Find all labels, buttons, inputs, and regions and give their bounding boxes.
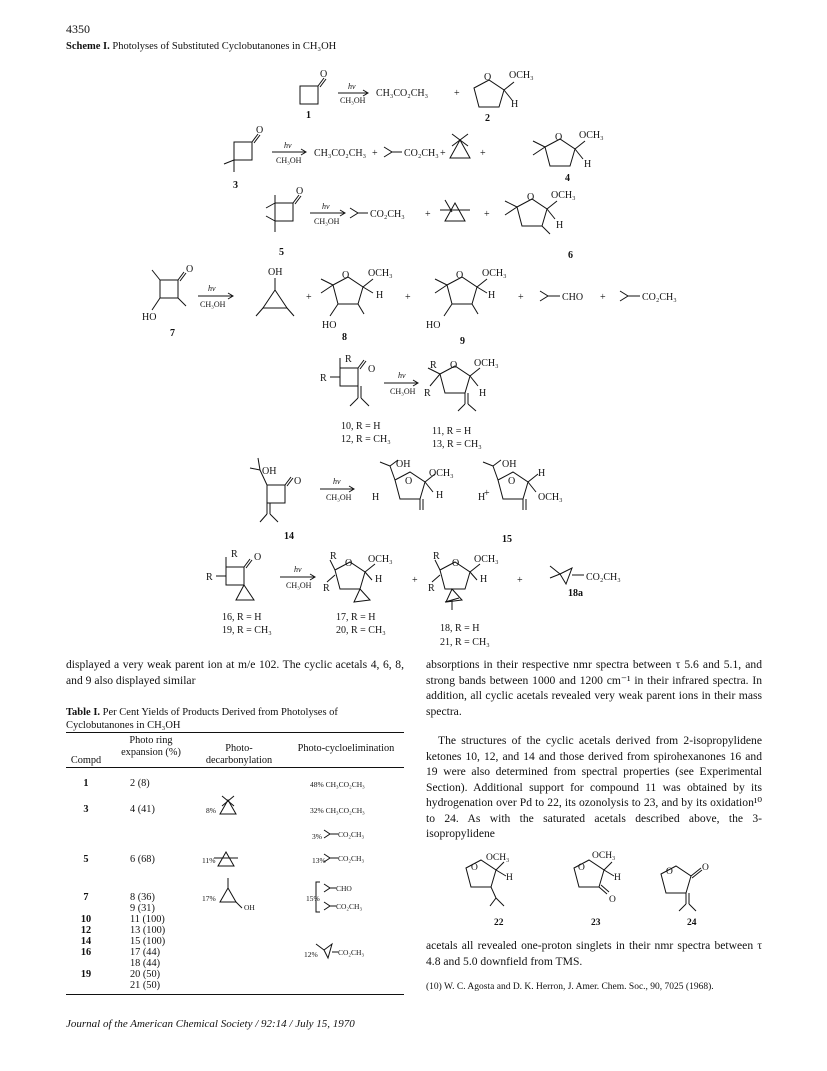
table-text-co2ch3-5: CO₂CH₃ <box>338 854 365 863</box>
table-row-7-decarb: 17% <box>202 894 216 903</box>
table-cyclopropanol-7 <box>220 878 242 908</box>
scheme-o-9: O <box>456 270 464 281</box>
s23-h: H <box>614 873 621 883</box>
table-ester-5 <box>324 854 338 862</box>
scheme-och3-9: OCH₃ <box>482 268 507 279</box>
scheme-plus-16b: + <box>517 575 523 586</box>
scheme-label: Scheme I. <box>66 41 110 52</box>
scheme-oh-7: OH <box>268 267 283 278</box>
table-row-5-compd: 5 <box>83 854 89 865</box>
compound-5-structure <box>266 195 301 232</box>
table-row-12-compd: 12 <box>80 925 92 936</box>
table-row-7-cyclo: 15% <box>306 894 320 903</box>
table-text-co2ch3-3: CO₂CH₃ <box>338 830 365 839</box>
scheme-plus-5b: + <box>484 209 490 220</box>
table-row-16b-ring: 18 (44) <box>130 958 161 969</box>
scheme-ho-9: HO <box>426 320 441 331</box>
product-11-structure <box>428 366 480 411</box>
scheme-plus-3c: + <box>480 148 486 159</box>
scheme-o-5: O <box>296 186 304 197</box>
scheme-plus-7b: + <box>405 292 411 303</box>
table-bracket-7 <box>316 882 336 912</box>
scheme-hv-10: hν <box>398 371 406 380</box>
label-24: 24 <box>687 918 697 928</box>
structures-22-24 <box>426 848 762 928</box>
table-structures <box>66 732 404 994</box>
scheme-och3-2: OCH₃ <box>509 70 534 81</box>
scheme-r-10b: R <box>320 373 327 384</box>
s24-o: O <box>666 867 673 877</box>
table-row-16-ring: 17 (44) <box>130 947 161 958</box>
product-9-structure <box>435 277 487 316</box>
s23-o2: O <box>609 895 616 905</box>
scheme-product-18a: CO₂CH₃ <box>586 572 621 583</box>
scheme-solvent-5: CH₃OH <box>314 217 340 226</box>
scheme-o-14: O <box>294 476 302 487</box>
compound-1-structure <box>300 78 326 104</box>
scheme-label-10a: 10, R = H <box>341 421 381 432</box>
label-22: 22 <box>494 918 504 928</box>
scheme-label-18b: 21, R = CH₃ <box>440 637 490 648</box>
s22-och3: OCH₃ <box>486 853 510 863</box>
table-row-12-ring: 13 (100) <box>130 925 166 936</box>
scheme-label-4: 4 <box>565 173 570 184</box>
scheme-label-16a: 16, R = H <box>222 612 262 623</box>
scheme-och3-11: OCH₃ <box>474 358 499 369</box>
scheme-r-16a: R <box>231 549 238 560</box>
table-row-19-compd: 19 <box>80 969 92 980</box>
s24-o2: O <box>702 863 709 873</box>
table-text-oh-7: OH <box>244 903 255 912</box>
scheme-h-9: H <box>488 290 496 301</box>
scheme-plus-3b: + <box>440 148 446 159</box>
table-row-7-compd: 7 <box>83 892 89 903</box>
footnote-10: (10) W. C. Agosta and D. K. Herron, J. Amer. Chem. Soc., 90, 7025 (1968). <box>426 982 714 992</box>
scheme-label-11b: 13, R = CH₃ <box>432 439 482 450</box>
table-row-14-compd: 14 <box>80 936 92 947</box>
table-1 <box>66 732 404 1000</box>
scheme-label-14: 14 <box>284 531 294 542</box>
scheme-label-9: 9 <box>460 336 465 347</box>
scheme-o-11: O <box>450 360 458 371</box>
scheme-h-6: H <box>556 220 564 231</box>
table-row-16-cyclo: 12% <box>304 950 318 959</box>
table-cyclopropyl-ester-16 <box>316 944 338 958</box>
scheme-hv-5: hν <box>322 202 330 211</box>
product-6-structure <box>505 199 557 234</box>
scheme-h-8: H <box>376 290 384 301</box>
scheme-o-3: O <box>256 125 264 136</box>
table-row-3-ring: 4 (41) <box>130 804 155 815</box>
scheme-hv-14: hν <box>333 477 341 486</box>
scheme-product-3a: CH₃CO₂CH₃ <box>314 148 367 159</box>
scheme-och3-8: OCH₃ <box>368 268 393 279</box>
scheme-hv-16: hν <box>294 565 302 574</box>
cyclopropane-3 <box>450 134 470 158</box>
table-title: Per Cent Yields of Products Derived from Photolyses of Cyclobutanones in CH₃OH <box>66 707 338 731</box>
scheme-solvent-14: CH₃OH <box>326 493 352 502</box>
scheme-o-15b: O <box>508 476 516 487</box>
scheme-o-2: O <box>484 72 492 83</box>
scheme-och3-15a: OCH₃ <box>429 468 454 479</box>
table-caption <box>66 706 404 732</box>
scheme-label-8: 8 <box>342 332 347 343</box>
scheme-o-15a: O <box>405 476 413 487</box>
scheme-label-2: 2 <box>485 113 490 124</box>
cyclopropanol <box>256 278 294 316</box>
scheme-plus-5a: + <box>425 209 431 220</box>
scheme-label-15: 15 <box>502 534 512 545</box>
scheme-oh-14: OH <box>262 466 277 477</box>
product-4-structure <box>533 139 585 166</box>
table-row-19b-ring: 21 (50) <box>130 980 161 991</box>
s22-o: O <box>471 863 478 873</box>
compound-3-structure <box>224 134 260 172</box>
scheme-label-3: 3 <box>233 180 238 191</box>
scheme-r-17b: R <box>323 583 330 594</box>
product-8-structure <box>321 277 373 316</box>
scheme-hv-3: hν <box>284 141 292 150</box>
table-row-1-ring: 2 (8) <box>130 778 150 789</box>
isopropyl-ester-3 <box>384 147 402 157</box>
table-text-co2ch3-7: CO₂CH₃ <box>336 902 363 911</box>
scheme-o-18: O <box>452 558 460 569</box>
scheme-label-7: 7 <box>170 328 175 339</box>
table-row-16-compd: 16 <box>80 947 92 958</box>
scheme-label-18a2: 18, R = H <box>440 623 480 634</box>
scheme-label-6: 6 <box>568 250 573 261</box>
scheme-oh-15b: OH <box>502 459 517 470</box>
table-row-5-ring: 6 (68) <box>130 854 155 865</box>
scheme-o-10: O <box>368 364 376 375</box>
product-2-structure <box>474 80 514 107</box>
scheme-hv-7: hν <box>208 284 216 293</box>
table-label: Table I. <box>66 707 101 718</box>
scheme-product-7b: CO₂CH₃ <box>642 292 677 303</box>
scheme-product-3b: CO₂CH₃ <box>404 148 439 159</box>
scheme-plus-7c: + <box>518 292 524 303</box>
s23-och3: OCH₃ <box>592 851 616 861</box>
product-18a-structure <box>550 566 584 584</box>
scheme-label-17a: 17, R = H <box>336 612 376 623</box>
table-row-1-compd: 1 <box>83 778 89 789</box>
scheme-r-11b: R <box>424 388 431 399</box>
scheme-plus-7d: + <box>600 292 606 303</box>
s22-h: H <box>506 873 513 883</box>
scheme-label-5: 5 <box>279 247 284 258</box>
scheme-product-5a: CO₂CH₃ <box>370 209 405 220</box>
scheme-och3-6: OCH₃ <box>551 190 576 201</box>
scheme-label-18a: 18a <box>568 588 583 599</box>
scheme-product-7a: CHO <box>562 292 584 303</box>
table-row-3-compd: 3 <box>83 804 89 815</box>
scheme-label-17b: 20, R = CH₃ <box>336 625 386 636</box>
scheme-solvent-1: CH₃OH <box>340 96 366 105</box>
scheme-label-10b: 12, R = CH₃ <box>341 434 391 445</box>
arrow-10 <box>384 380 418 386</box>
scheme-oh-15a: OH <box>396 459 411 470</box>
scheme-plus-16a: + <box>412 575 418 586</box>
scheme-o-16: O <box>254 552 262 563</box>
compound-10-structure <box>330 358 369 406</box>
scheme-h-11: H <box>479 388 487 399</box>
scheme-plus-14: + <box>484 488 490 499</box>
scheme-r-16b: R <box>206 572 213 583</box>
table-row-10-compd: 10 <box>80 914 92 925</box>
scheme-o-8: O <box>342 270 350 281</box>
scheme-h-15b2: H <box>478 492 486 503</box>
page-footer: Journal of the American Chemical Society / 92:14 / July 15, 1970 <box>66 1018 355 1030</box>
right-column-text-3: acetals all revealed one-proton singlets in their nmr spectra between τ 4.8 and 5.0 downfield from TMS. <box>426 939 762 968</box>
scheme-h-15a2: H <box>372 492 380 503</box>
table-text-cho-7: CHO <box>336 884 352 893</box>
scheme-solvent-16: CH₃OH <box>286 581 312 590</box>
scheme-o-6: O <box>527 192 535 203</box>
compound-7-structure <box>152 270 186 310</box>
right-column-text-1: absorptions in their respective nmr spectra between τ 5.6 and 5.1, and strong bands between 1000 and 1200 cm⁻¹ in their infrared spectra. In addition, all cyclic acetals revealed very weak parent ions in their mass spectra. <box>426 658 762 718</box>
scheme-h-15a: H <box>436 490 444 501</box>
table-header-cyclo: Photo-cycloelimination <box>297 743 395 754</box>
scheme-title: Photolyses of Substituted Cyclobutanones in CH₃OH <box>112 41 337 52</box>
isopropyl-ester-5 <box>350 208 368 218</box>
table-header-compd: Compd <box>70 755 102 766</box>
scheme-solvent-7: CH₃OH <box>200 300 226 309</box>
cyclopropane-5 <box>440 200 470 221</box>
table-text-co2ch3-16: CO₂CH₃ <box>338 948 365 957</box>
scheme-och3-17: OCH₃ <box>368 554 393 565</box>
page-number: 4350 <box>66 22 90 36</box>
scheme-o-4: O <box>555 132 563 143</box>
scheme-solvent-10: CH₃OH <box>390 387 416 396</box>
arrow-7 <box>198 293 233 299</box>
scheme-label-1: 1 <box>306 110 311 121</box>
table-row-3-cyclo: 32% CH₃CO₂CH₃ <box>310 806 365 815</box>
table-row-3-decarb: 8% <box>206 806 216 815</box>
scheme-label-11a: 11, R = H <box>432 426 472 437</box>
scheme-plus-1: + <box>454 88 460 99</box>
scheme-product-1a: CH₃CO₂CH₃ <box>376 88 429 99</box>
scheme-solvent-3: CH₃OH <box>276 156 302 165</box>
table-ester-3 <box>324 830 338 838</box>
table-row-5-cyclo: 13% <box>312 856 326 865</box>
table-row-7b-ring: 9 (31) <box>130 903 155 914</box>
table-row-7-ring: 8 (36) <box>130 892 155 903</box>
scheme-o-7: O <box>186 264 194 275</box>
table-header-ring: Photo ring expansion (%) <box>121 735 181 758</box>
table-row-5-decarb: 11% <box>202 856 216 865</box>
scheme-ho-8: HO <box>322 320 337 331</box>
right-column-text-2: The structures of the cyclic acetals derived from 2-isopropylidene ketones 10, 12, and 14 and those derived from spirohexanones 16 and 19 were also determined from spectral properties (see Experimental Section). Additional support for compound 11 was obtained by its hydrogenation over Pd to 22, its ozonolysis to 23, and by its oxidation¹⁰ to 24. As with the saturated acetals described above, the 3-isopropylidene <box>426 734 762 840</box>
scheme-o-1: O <box>320 69 328 80</box>
scheme-r-11a: R <box>430 360 437 371</box>
table-row-3b-cyclo: 3% <box>312 832 322 841</box>
scheme-h-2: H <box>511 99 519 110</box>
compound-16-structure <box>216 557 254 600</box>
scheme-r-18a: R <box>433 551 440 562</box>
scheme-r-17a: R <box>330 551 337 562</box>
left-column-text: displayed a very weak parent ion at m/e 102. The cyclic acetals 4, 6, 8, and 9 also displayed similar <box>66 658 404 687</box>
scheme-och3-18: OCH₃ <box>474 554 499 565</box>
scheme-hv-1: hν <box>348 82 356 91</box>
table-header-decarb: Photo-decarbonylation <box>205 743 273 766</box>
scheme-plus-7a: + <box>306 292 312 303</box>
scheme-r-18b: R <box>428 583 435 594</box>
isobutyraldehyde <box>540 291 560 301</box>
scheme-ho-7: HO <box>142 312 157 323</box>
table-cyclopropane-3 <box>220 796 236 814</box>
s23-o: O <box>578 863 585 873</box>
table-cyclopropane-5 <box>214 852 238 866</box>
scheme-plus-3a: + <box>372 148 378 159</box>
scheme-h-18: H <box>480 574 488 585</box>
scheme-och3-4: OCH₃ <box>579 130 604 141</box>
label-23: 23 <box>591 918 601 928</box>
arrow-14 <box>320 486 354 492</box>
table-row-14-ring: 15 (100) <box>130 936 166 947</box>
scheme-o-17: O <box>345 558 353 569</box>
table-row-1-cyclo: 48% CH₃CO₂CH₃ <box>310 780 365 789</box>
isopropyl-ester-7 <box>620 291 640 301</box>
scheme-h-17: H <box>375 574 383 585</box>
scheme-h-15b: H <box>538 468 546 479</box>
arrow-16 <box>280 574 315 580</box>
scheme-r-10a: R <box>345 354 352 365</box>
scheme-och3-15b: OCH₃ <box>538 492 563 503</box>
table-row-10-ring: 11 (100) <box>130 914 165 925</box>
scheme-label-16b: 19, R = CH₃ <box>222 625 272 636</box>
scheme-h-4: H <box>584 159 592 170</box>
table-row-19-ring: 20 (50) <box>130 969 161 980</box>
